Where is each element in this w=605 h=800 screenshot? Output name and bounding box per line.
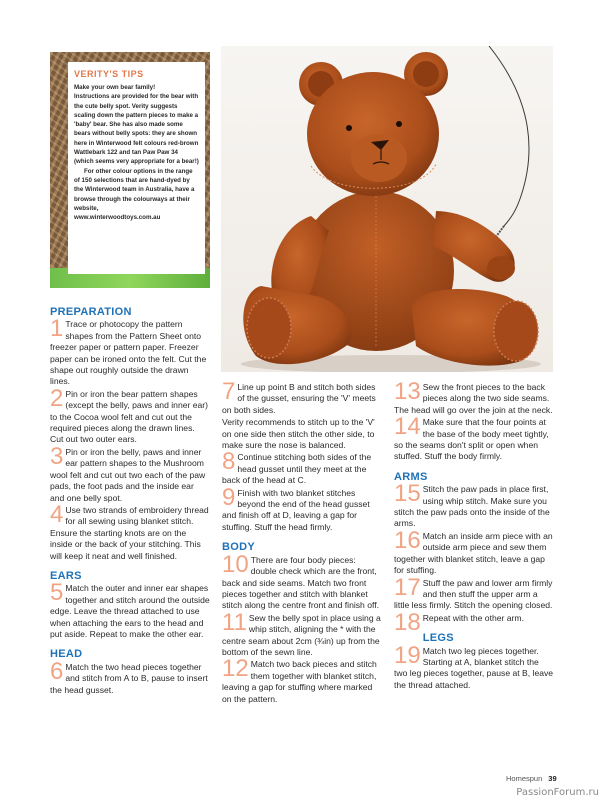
step-number: 1	[50, 315, 64, 343]
step-item	[50, 579, 210, 640]
tips-website-link[interactable]: www.winterwoodtoys.com.au	[74, 214, 161, 222]
step-number: 16	[394, 526, 421, 554]
watermark: PassionForum.ru	[516, 787, 599, 798]
step-text: Sew the front pieces to the back pieces along the two side seams. The head will go over the join at the neck.	[394, 382, 553, 415]
step-item	[394, 378, 554, 416]
step-item	[222, 483, 382, 534]
right-paw	[487, 256, 515, 280]
column-2	[222, 378, 382, 706]
teddy-bear-illustration	[221, 46, 553, 372]
step-text: Sew the belly spot in place using a whip stitch, aligning the * with the centre seam about 2cm (¾in) up from the bottom of the sewn line.	[222, 612, 381, 657]
tips-heading: Make your own bear family!	[74, 84, 156, 91]
step-number: 17	[394, 573, 421, 601]
bear-right-eye	[396, 121, 402, 127]
tips-title: VERITY'S TIPS	[74, 69, 144, 79]
step-item	[222, 608, 382, 659]
column-1	[50, 307, 210, 697]
step-text: Match two back pieces and stitch them together with blanket stitch, leaving a gap for stuffing where marked on the pattern.	[222, 659, 377, 704]
step-item	[50, 657, 210, 696]
bear-left-eye	[346, 125, 352, 131]
step-text: Continue stitching both sides of the head gusset until they meet at the back of the head at C.	[222, 452, 372, 486]
thread-line	[489, 46, 529, 226]
step-item	[222, 550, 382, 612]
step-number: 12	[222, 655, 249, 683]
step-item	[222, 378, 382, 416]
step-item	[394, 526, 554, 577]
step-item	[394, 480, 554, 530]
step-text: Match the outer and inner ear shapes together and stitch around the outside edge. Leave the thread attached to use when attaching the ears to the head and put aside. Repeat to make the other ear.	[50, 583, 210, 639]
head-note: Verity recommends to stitch up to the 'V' on one side then stitch the other side, to make sure the nose is balanced.	[222, 417, 375, 451]
step-text: Line up point B and stitch both sides of the gusset, ensuring the 'V' meets on both sides.	[222, 382, 376, 415]
step-text: Trace or photocopy the pattern shapes from the Pattern Sheet onto freezer paper or pattern paper. Freezer paper can be ironed onto the felt. Cut the shape out roughly outside the drawn lines.	[50, 319, 207, 387]
section-head-title: HEAD	[50, 648, 83, 661]
left-foot	[247, 298, 291, 358]
step-item	[50, 315, 210, 387]
step-item	[394, 641, 554, 692]
tips-text	[74, 83, 199, 222]
step-number: 2	[50, 384, 64, 412]
step-text: Pin or iron the bear pattern shapes (except the belly, paws and inner ear) to the Cocoa wool felt and cut out the required pieces along the drawn lines. Cut out two outer ears.	[50, 388, 209, 445]
column-3	[394, 378, 554, 692]
tips-box	[68, 62, 205, 274]
step-number: 4	[50, 500, 64, 528]
step-text: Pin or iron the belly, paws and inner ear pattern shapes to the Mushroom wool felt and cut out two each of the paw pads, the foot pads and the inside ear and one belly spot.	[50, 446, 206, 503]
section-preparation-title: PREPARATION	[50, 306, 132, 318]
step-text: Repeat with the other arm.	[422, 612, 524, 623]
step-item	[394, 413, 554, 463]
step-text: There are four body pieces: double check which are the front, back and side seams. Match two front pieces together and stitch with blanket stitch along the centre front and finish off.	[222, 554, 380, 611]
step-text: Finish with two blanket stitches beyond the end of the head gusset and finish off at D, leaving a gap for stuffing. Stuff the head firmly.	[222, 487, 370, 532]
step-text: Use two strands of embroidery thread for all sewing using blanket stitch. Ensure the starting knots are on the inside or the back of your stitching. This will keep it neat and well finished.	[50, 504, 209, 561]
step-item	[394, 573, 554, 612]
right-foot	[494, 301, 538, 361]
tips-paragraph-1: Instructions are provided for the bear with the cute belly spot. Verity suggests scaling down the pattern pieces to make a 'baby' bear. She has also made some bears without belly spots: they are shown here in Winterwood felt colours red-brown Wattlebark 122 and tan Paw Paw 34 (which seems very appropriate for a bear!)	[74, 93, 199, 166]
step-number: 13	[394, 378, 421, 405]
step-item	[50, 500, 210, 562]
section-body-title: BODY	[222, 541, 255, 554]
step-number: 9	[222, 483, 236, 511]
step-number: 19	[394, 641, 421, 669]
tips-panel	[50, 52, 210, 288]
magazine-name: Homespun	[506, 774, 543, 783]
step-item	[50, 442, 210, 504]
section-legs-title: LEGS	[422, 632, 454, 645]
step-text: Match the two head pieces together and stitch from A to B, pause to insert the head gusset.	[50, 661, 208, 695]
step-number: 15	[394, 480, 421, 508]
step-number: 8	[222, 448, 236, 476]
step-text: Stitch the paw pads in place first, using whip stitch. Make sure you stitch the paw pads onto the inside of the arms.	[394, 484, 550, 529]
step-item	[50, 384, 210, 446]
step-number: 6	[50, 657, 64, 685]
step-number: 5	[50, 579, 64, 607]
step-item	[222, 448, 382, 486]
step-number: 11	[222, 608, 247, 636]
step-number: 3	[50, 442, 64, 470]
step-text: Make sure that the four points at the base of the body meet tightly, so the seams don't split or open when stuffed. Stuff the body firmly.	[394, 417, 549, 462]
step-number: 18	[394, 608, 421, 636]
step-item	[394, 608, 554, 636]
step-text: Match two leg pieces together. Starting at A, blanket stitch the two leg pieces together, pause at B, leave the thread attached.	[394, 645, 554, 690]
step-text: Stuff the paw and lower arm firmly and then stuff the upper arm a little less firmly. Stitch the opening closed.	[394, 577, 553, 611]
page-footer	[506, 774, 557, 783]
section-ears-title: EARS	[50, 569, 82, 582]
section-arms-title: ARMS	[394, 470, 428, 483]
step-item	[222, 655, 382, 705]
step-number: 14	[394, 413, 421, 441]
step-number: 7	[222, 378, 236, 405]
tips-paragraph-2: For other colour options in the range of 150 selections that are hand-dyed by the Winterwood team in Australia, have a browse through the colourways at their website,	[74, 167, 195, 212]
step-number: 10	[222, 550, 249, 578]
page-number: 39	[548, 774, 557, 783]
bear-photo	[221, 46, 553, 372]
step-text: Match an inside arm piece with an outside arm piece and sew them together with blanket stitch, leave a gap for stuffing.	[394, 530, 553, 576]
